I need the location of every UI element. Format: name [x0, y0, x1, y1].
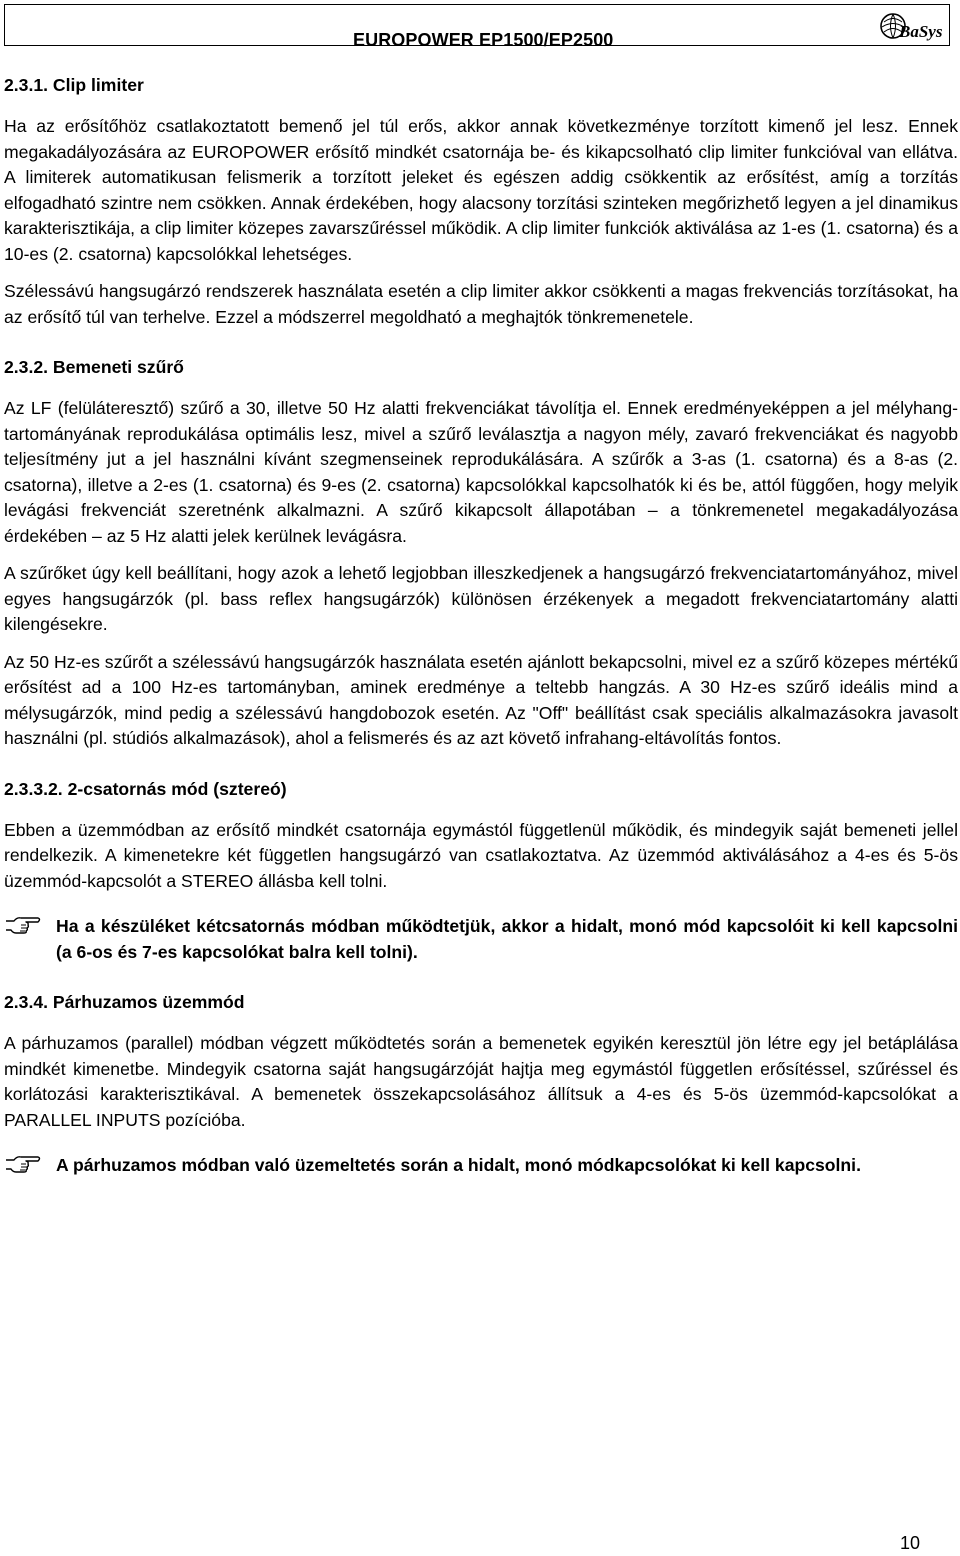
- section-stereo-mode: [4, 776, 958, 966]
- section-clip-limiter: [4, 72, 958, 330]
- basys-logo: [879, 11, 949, 45]
- stereo-mode-paragraph-1: Ebben a üzemmódban az erősítő mindkét csatornája egymástól függetlenül működik, és mindegyik saját bemeneti jellel rendelkezik. A kimenetekre két független hangsugárzó van csatlakoztatva. Az üzemmód aktiválásához a 4-es és 5-ös üzemmód-kapcsolót a STEREO állásba kell tolni.: [4, 819, 958, 891]
- section-parallel-mode: [4, 989, 958, 1179]
- document-body: [4, 72, 958, 1179]
- clip-limiter-paragraph-2: Szélessávú hangsugárzó rendszerek használata esetén a clip limiter akkor csökkenti a magas frekvenciás torzításokat, ha az erősítő túl van terhelve. Ezzel a módszerrel megoldható a meghajtók tönkremenetele.: [4, 281, 958, 327]
- pointing-hand-icon: [4, 914, 44, 938]
- pointing-hand-icon: [4, 1153, 44, 1177]
- clip-limiter-paragraph-1: Ha az erősítőhöz csatlakoztatott bemenő jel túl erős, akkor annak következménye torzított kimenő jel lesz. Ennek megakadályozására az EUROPOWER erősítő mindkét csatornája be- és kikapcsolható clip limiter funkcióval van ellátva. A limiterek automatikusan felismerik a torzított jeleket és egészen addig csökkentik az erősítést, amíg a torzítás elfogadható szintre nem csökken. Annak érdekében, hogy alacsony torzítási szinteken megőrizhető legyen a jel dinamikus karakterisztikája, a clip limiter közepes zavarszűréssel működik. A clip limiter funkciók aktiválása az 1-es (1. csatorna) és a 10-es (2. csatorna) kapcsolókkal lehetséges.: [4, 116, 958, 264]
- stereo-mode-note-text: Ha a készüléket kétcsatornás módban működtetjük, akkor a hidalt, monó mód kapcsolóit ki kell kapcsolni (a 6-os és 7-es kapcsolókat balra kell tolni).: [56, 916, 958, 962]
- parallel-mode-note: [4, 1153, 958, 1179]
- parallel-mode-note-text: A párhuzamos módban való üzemeltetés során a hidalt, monó módkapcsolókat ki kell kapcsolni.: [56, 1155, 861, 1175]
- header-title: EUROPOWER EP1500/EP2500: [353, 30, 614, 50]
- heading-input-filter: 2.3.2. Bemeneti szűrő: [4, 357, 184, 377]
- heading-clip-limiter: 2.3.1. Clip limiter: [4, 75, 144, 95]
- page-number: 10: [900, 1533, 921, 1553]
- svg-text:BaSys: BaSys: [899, 22, 943, 41]
- stereo-mode-note: [4, 914, 958, 965]
- input-filter-paragraph-3: Az 50 Hz-es szűrőt a szélessávú hangsugárzók használata esetén ajánlott bekapcsolni, mivel ez a szűrő közepes mértékű erősítést ad a 100 Hz-es tartományban, aminek eredménye a teltebb hangzás. A 30 Hz-es szűrő ideális mind a mélysugárzók, mind pedig a szélessávú hangdobozok esetén. Az "Off" beállítást csak speciális alkalmazásokra javasolt használni (pl. stúdiós alkalmazások), ahol a felismerés és az azt követő infrahang-eltávolítás fontos.: [4, 651, 958, 748]
- heading-stereo-mode: 2.3.3.2. 2-csatornás mód (sztereó): [4, 778, 287, 799]
- input-filter-paragraph-1: Az LF (felüláteresztő) szűrő a 30, illetve 50 Hz alatti frekvenciákat távolítja el. Ennek eredményeképpen a jel mélyhang-tartományának reprodukálása optimális lesz, mivel a szűrő leválasztja a nagyon mély, zavaró frekvenciákat és nagyobb teljesítmény jut a jel használni kívánt szegmenseinek reprodukálására. A szűrők a 3-as (1. csatorna) és a 8-as (2. csatorna), illetve a 2-es (1. csatorna) és 9-es (2. csatorna) kapcsolókkal kapcsolhatók ki és be, attól függően, hogy melyik levágási frekvenciát szeretnénk alkalmazni. A szűrő kikapcsolt állapotában – a tönkremenetel megakadályozása érdekében – az 5 Hz alatti jelek kerülnek levágásra.: [4, 398, 958, 546]
- input-filter-paragraph-2: A szűrőket úgy kell beállítani, hogy azok a lehető legjobban illeszkedjenek a hangsugárzó frekvenciatartományához, mivel egyes hangsugárzók (pl. bass reflex hangsugárzók) különösen érzékenyek a megadott frekvenciatartomány alatti kilengésekre.: [4, 563, 958, 634]
- page-header: [4, 4, 950, 50]
- parallel-mode-paragraph-1: A párhuzamos (parallel) módban végzett működtetés során a bemenetek egyikén keresztül jön létre egy jel betáplálása mindkét kimenetbe. Mindegyik csatorna saját hangsugárzóját hajtja meg egymástól független erősítéssel, szűréssel és korlátozási karakterisztikával. A bemenetek összekapcsolásához állítsuk a 4-es és 5-ös üzemmód-kapcsolókat a PARALLEL INPUTS pozícióba.: [4, 1033, 958, 1130]
- section-input-filter: [4, 354, 958, 752]
- heading-parallel-mode: 2.3.4. Párhuzamos üzemmód: [4, 992, 245, 1012]
